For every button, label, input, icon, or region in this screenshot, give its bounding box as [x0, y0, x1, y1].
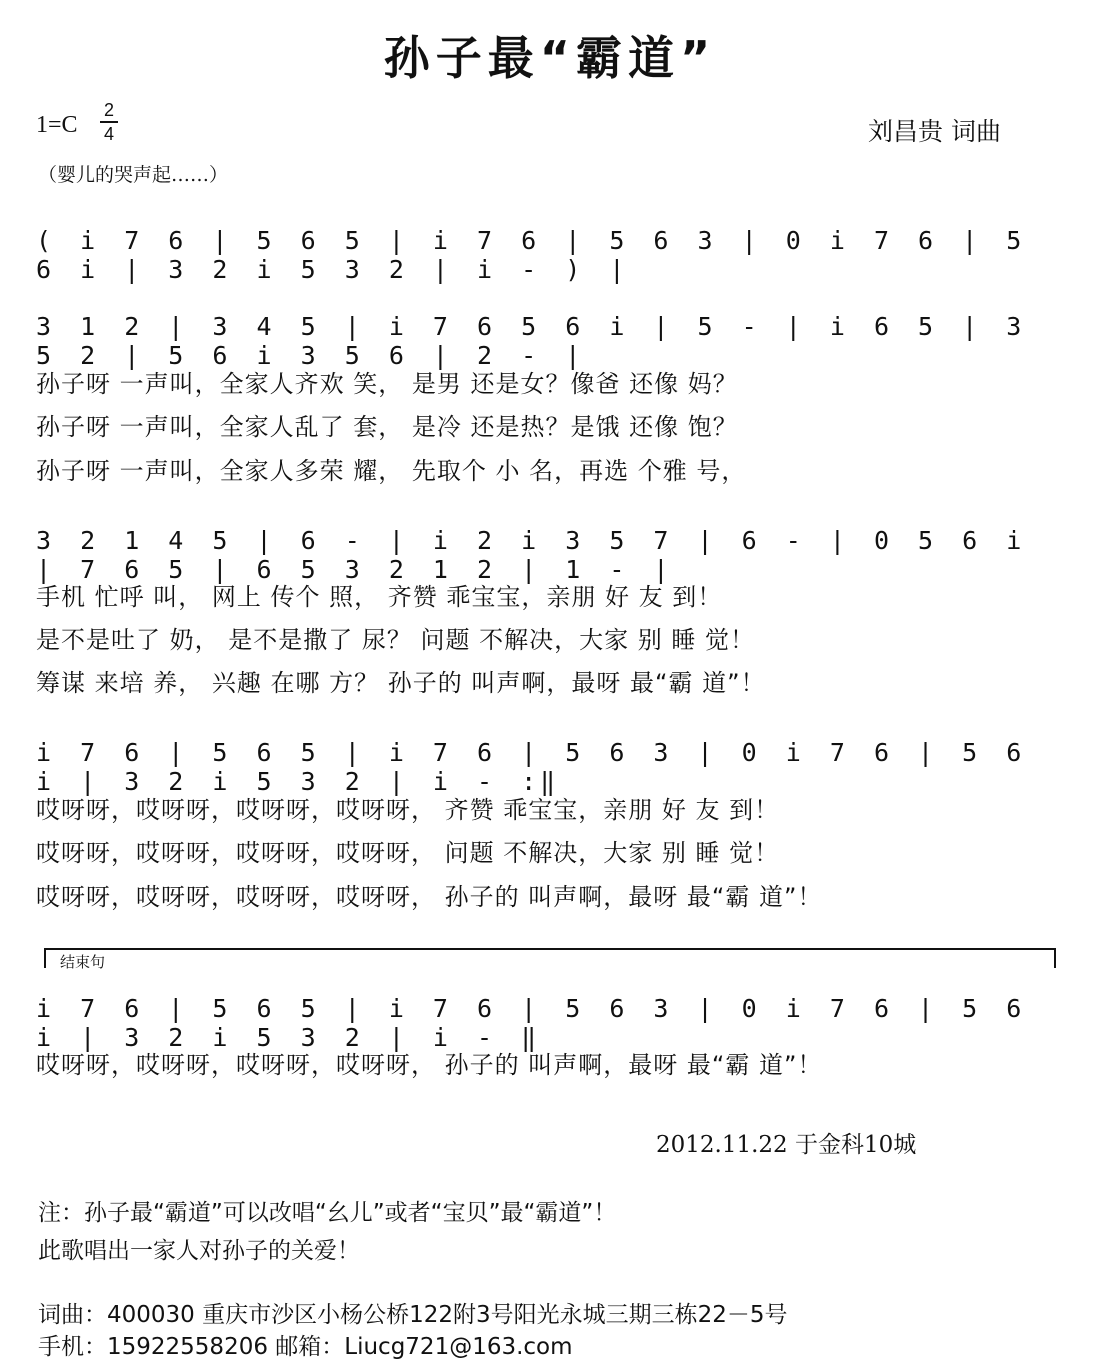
staff-ending-notes: i 7 6 | 5 6 5 | i 7 6 | 5 6 3 | 0 i 7 6 | 5 6 i | 3 2 i 5 3 2 | i - ‖	[36, 994, 1026, 1052]
composition-date: 2012.11.22 于金科10城	[656, 1132, 917, 1158]
lyric-line-2-verse-2: 是不是吐了 奶， 是不是撒了 尿？ 问题 不解决，大家 别 睡 觉！	[36, 626, 756, 654]
contact-phone-email: 手机：15922558206 邮箱：Liucg721@163.com	[38, 1334, 573, 1360]
lyric-line-3-verse-2: 哎呀呀，哎呀呀，哎呀呀，哎呀呀， 问题 不解决，大家 别 睡 觉！	[36, 839, 780, 867]
contact-address: 词曲：400030 重庆市沙区小杨公桥122附3号阳光永城三期三栋22－5号	[38, 1302, 788, 1328]
lyric-line-2-verse-3: 筹谋 来培 养， 兴趣 在哪 方？ 孙子的 叫声啊，最呀 最“霸 道”！	[36, 669, 766, 697]
song-title: 孙子最“霸道”	[383, 31, 717, 85]
author-credit: 刘昌贵 词曲	[868, 117, 1001, 146]
lyric-line-1-verse-2: 孙子呀 一声叫，全家人乱了 套， 是冷 还是热？是饿 还像 饱？	[36, 413, 738, 441]
lyric-line-1-verse-1: 孙子呀 一声叫，全家人齐欢 笑， 是男 还是女？像爸 还像 妈？	[36, 370, 738, 398]
staff-line-3-notes: i 7 6 | 5 6 5 | i 7 6 | 5 6 3 | 0 i 7 6 | 5 6 i | 3 2 i 5 3 2 | i - :‖	[36, 738, 1026, 796]
staff-line-1	[36, 306, 1064, 370]
lyric-ending: 哎呀呀，哎呀呀，哎呀呀，哎呀呀， 孙子的 叫声啊，最呀 最“霸 道”！	[36, 1051, 823, 1079]
time-signature	[100, 100, 118, 144]
time-signature-bottom: 4	[103, 124, 114, 144]
lyric-line-1-verse-3: 孙子呀 一声叫，全家人多荣 耀， 先取个 小 名，再选 个雅 号，	[36, 457, 747, 485]
staff-ending	[36, 988, 1064, 1052]
staff-line-3	[36, 732, 1064, 796]
staff-line-2-notes: 3 2 1 4 5 | 6 - | i 2 i 3 5 7 | 6 - | 0 5 6 i | 7 6 5 | 6 5 3 2 1 2 | 1 - |	[36, 526, 1026, 584]
ending-bracket	[44, 948, 1056, 968]
note-line-2: 此歌唱出一家人对孙子的关爱！	[38, 1238, 360, 1264]
note-line-1: 注：孙子最“霸道”可以改唱“幺儿”或者“宝贝”最“霸道”！	[38, 1200, 617, 1226]
staff-line-2	[36, 520, 1064, 584]
key-signature: 1=C	[36, 112, 78, 138]
staff-intro	[36, 220, 1064, 284]
time-signature-divider	[100, 121, 118, 123]
lyric-line-2-verse-1: 手机 忙呼 叫， 网上 传个 照， 齐赞 乖宝宝，亲朋 好 友 到！	[36, 583, 723, 611]
intro-note: （婴儿的哭声起……）	[38, 164, 229, 186]
time-signature-top: 2	[103, 100, 114, 120]
lyric-line-3-verse-1: 哎呀呀，哎呀呀，哎呀呀，哎呀呀， 齐赞 乖宝宝，亲朋 好 友 到！	[36, 796, 780, 824]
staff-line-1-notes: 3 1 2 | 3 4 5 | i 7 6 5 6 i | 5 - | i 6 5 | 3 5 2 | 5 6 i 3 5 6 | 2 - |	[36, 312, 1026, 370]
lyric-line-3-verse-3: 哎呀呀，哎呀呀，哎呀呀，哎呀呀， 孙子的 叫声啊，最呀 最“霸 道”！	[36, 883, 823, 911]
ending-label: 结束句	[60, 954, 106, 971]
staff-intro-notes: ( i 7 6 | 5 6 5 | i 7 6 | 5 6 3 | 0 i 7 6 | 5 6 i | 3 2 i 5 3 2 | i - ) |	[36, 226, 1026, 284]
